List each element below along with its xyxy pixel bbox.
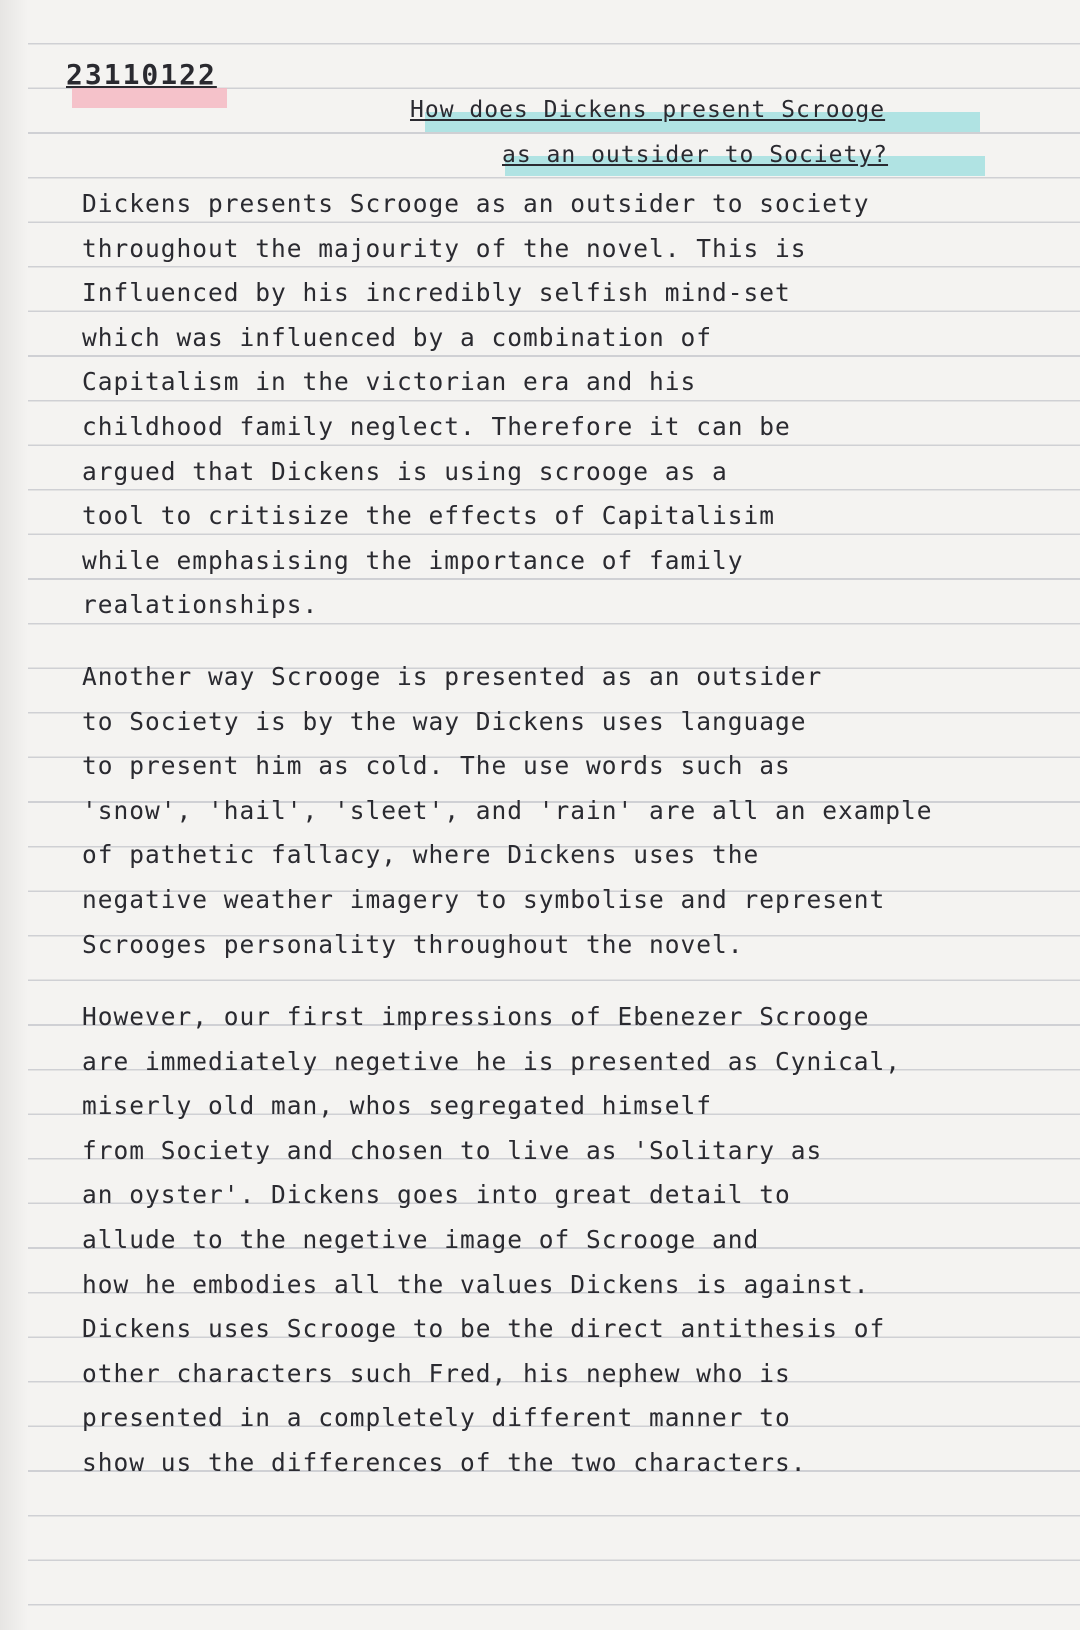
paragraph-line: presented in a completely different manner to: [82, 1403, 791, 1433]
paragraph-line: Influenced by his incredibly selfish mind-set: [82, 278, 791, 308]
title-line-1: How does Dickens present Scrooge: [410, 97, 886, 123]
paragraph-line: an oyster'. Dickens goes into great detail to: [82, 1180, 791, 1210]
paragraph-line: realationships.: [82, 590, 319, 620]
paragraph-2: [82, 655, 1042, 967]
paragraph-line: show us the differences of the two characters.: [82, 1447, 807, 1477]
paragraph-line: negative weather imagery to symbolise and represent: [82, 884, 886, 914]
paragraph-line: tool to critisize the effects of Capitalisim: [82, 501, 776, 531]
paragraph-1: [82, 182, 1042, 628]
paragraph-line: to Society is by the way Dickens uses language: [82, 706, 807, 736]
paragraph-line: Scrooges personality throughout the novel.: [82, 929, 744, 959]
paragraph-line: to present him as cold. The use words such as: [82, 751, 791, 781]
paragraph-line: Dickens uses Scrooge to be the direct antithesis of: [82, 1314, 886, 1344]
paragraph-line: childhood family neglect. Therefore it can be: [82, 411, 791, 441]
paragraph-line: Another way Scrooge is presented as an outsider: [82, 662, 823, 691]
paragraph-line: Dickens presents Scrooge as an outsider to society: [82, 189, 870, 218]
paragraph-line: Capitalism in the victorian era and his: [82, 367, 697, 397]
paragraph-line: throughout the majourity of the novel. This is: [82, 233, 807, 263]
paragraph-line: allude to the negetive image of Scrooge and: [82, 1224, 760, 1254]
paragraph-line: of pathetic fallacy, where Dickens uses the: [82, 840, 760, 870]
paragraph-line: miserly old man, whos segregated himself: [82, 1091, 713, 1121]
paragraph-3: [82, 995, 1042, 1486]
date: 23110122: [66, 58, 217, 91]
paragraph-line: from Society and chosen to live as 'Solitary as: [82, 1135, 823, 1165]
paragraph-line: argued that Dickens is using scrooge as a: [82, 456, 728, 486]
paragraph-line: which was influenced by a combination of: [82, 322, 713, 352]
paragraph-line: how he embodies all the values Dickens is against.: [82, 1269, 870, 1299]
date-highlight: [72, 88, 227, 108]
paragraph-line: However, our first impressions of Ebenezer Scrooge: [82, 1002, 870, 1031]
paragraph-line: are immediately negetive he is presented as Cynical,: [82, 1046, 902, 1076]
paragraph-line: other characters such Fred, his nephew who is: [82, 1358, 791, 1388]
page-margin: [0, 0, 28, 1630]
essay-title: [410, 88, 980, 178]
title-line-2: as an outsider to Society?: [502, 142, 889, 168]
paragraph-line: 'snow', 'hail', 'sleet', and 'rain' are all an example: [82, 795, 933, 825]
paragraph-line: while emphasising the importance of family: [82, 545, 744, 575]
